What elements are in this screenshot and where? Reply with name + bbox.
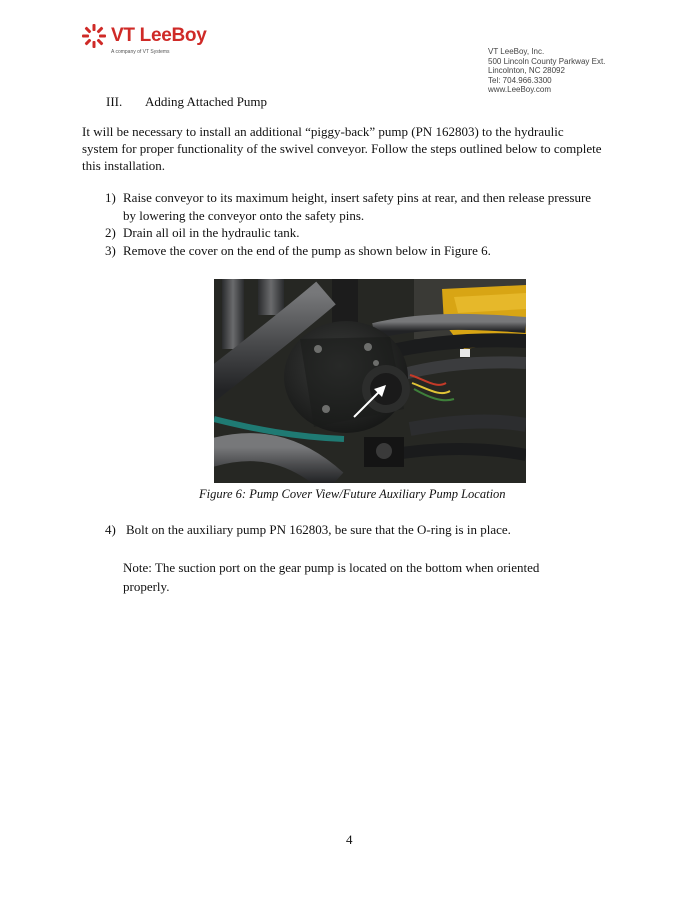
intro-paragraph: It will be necessary to install an additional “piggy-back” pump (PN 162803) to the hydraulic system for proper functionality of the swivel conveyor. Follow the steps outlined below to complete this installation. bbox=[82, 124, 602, 173]
starburst-logo-icon bbox=[82, 24, 106, 48]
pump-photo-illustration bbox=[214, 279, 526, 483]
step-number: 2) bbox=[105, 225, 116, 240]
company-logo bbox=[82, 22, 222, 62]
note-text: Note: The suction port on the gear pump is located on the bottom when oriented properly. bbox=[123, 560, 540, 594]
address-city: Lincolnton, NC 28092 bbox=[488, 66, 565, 75]
address-street: 500 Lincoln County Parkway Ext. bbox=[488, 56, 606, 66]
step-number: 1) bbox=[105, 190, 116, 205]
step-text: Remove the cover on the end of the pump as shown below in Figure 6. bbox=[123, 242, 491, 258]
step-text: Bolt on the auxiliary pump PN 162803, be sure that the O-ring is in place. bbox=[126, 522, 511, 537]
figure-caption: Figure 6: Pump Cover View/Future Auxiliary Pump Location bbox=[199, 487, 506, 501]
step-item bbox=[105, 189, 595, 224]
section-title: Adding Attached Pump bbox=[145, 94, 268, 109]
step-number: 3) bbox=[105, 242, 116, 258]
step-number: 4) bbox=[105, 522, 116, 537]
step-text: Raise conveyor to its maximum height, insert safety pins at rear, and then release pressure by lowering the conveyor onto the safety pins. bbox=[123, 190, 592, 223]
address-company: VT LeeBoy, Inc. bbox=[488, 47, 545, 56]
logo-tagline: A company of VT Systems bbox=[111, 49, 170, 55]
step-item bbox=[105, 242, 595, 260]
step-item bbox=[105, 522, 511, 538]
step-text: Drain all oil in the hydraulic tank. bbox=[123, 225, 300, 240]
section-heading bbox=[106, 94, 267, 110]
logo-text: VT LeeBoy bbox=[111, 25, 207, 46]
address-phone: Tel: 704.966.3300 bbox=[488, 75, 552, 85]
step-item bbox=[105, 224, 595, 242]
pump-cover-photo bbox=[214, 279, 526, 483]
address-website: www.LeeBoy.com bbox=[488, 85, 551, 94]
company-address bbox=[488, 47, 605, 95]
section-numeral: III. bbox=[106, 94, 123, 109]
steps-list bbox=[105, 189, 595, 259]
page-number: 4 bbox=[346, 832, 353, 847]
